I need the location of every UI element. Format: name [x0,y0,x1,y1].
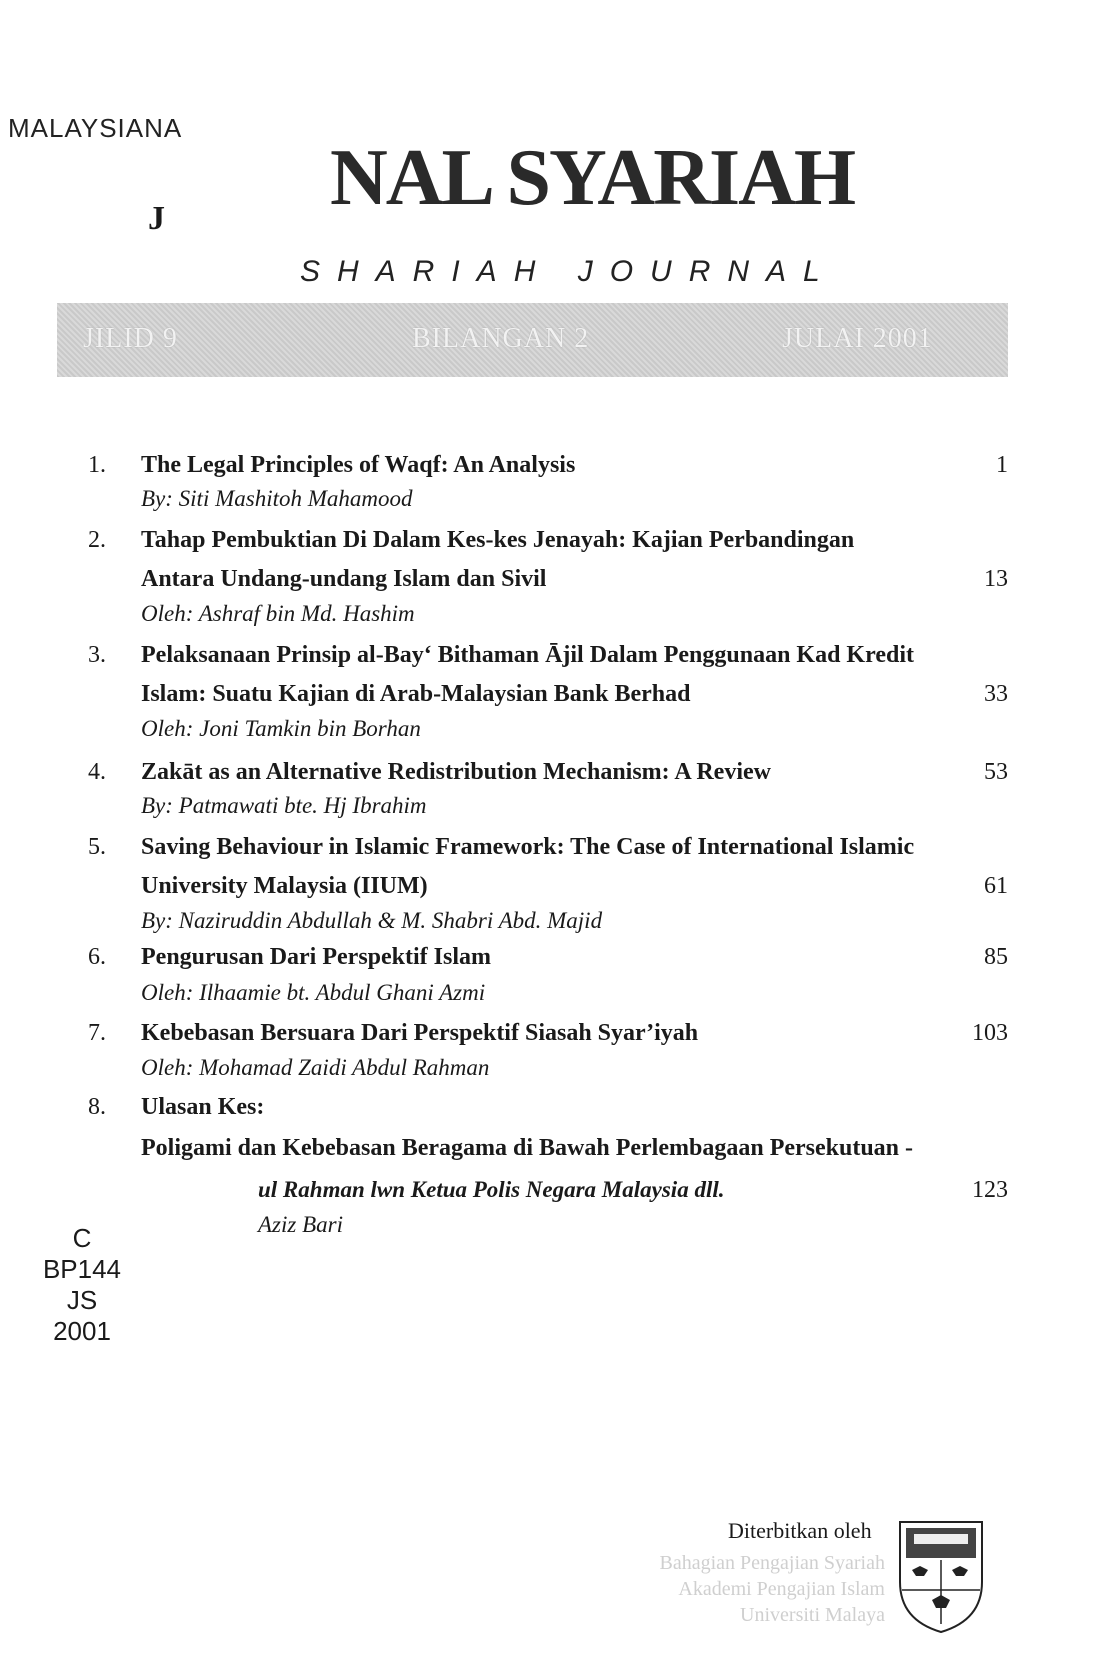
call-number-line: 2001 [53,1316,111,1346]
item-number: 7. [88,1020,106,1046]
article-title[interactable]: Pengurusan Dari Perspektif Islam [141,944,491,970]
page-number: 61 [984,873,1008,899]
article-author: Oleh: Mohamad Zaidi Abdul Rahman [141,1055,490,1080]
item-number: 2. [88,527,106,553]
page-number: 85 [984,944,1008,970]
case-title[interactable]: Poligami dan Kebebasan Beragama di Bawah Perlembagaan Persekutuan - [141,1135,914,1161]
article-title-line2[interactable]: University Malaysia (IIUM) [141,873,428,899]
article-title[interactable]: Saving Behaviour in Islamic Framework: The Case of International Islamic [141,834,915,860]
case-title-line2[interactable]: ul Rahman lwn Ketua Polis Negara Malaysia dll. [258,1177,725,1202]
publisher-line: Akademi Pengajian Islam [678,1578,885,1600]
collection-label: MALAYSIANA [8,113,183,143]
call-number-line: JS [66,1285,98,1315]
article-title-line2[interactable]: Antara Undang-undang Islam dan Sivil [141,566,547,592]
page-number: 13 [984,566,1008,592]
call-number-line: BP144 [42,1254,122,1284]
item-number: 4. [88,759,106,785]
page-number: 1 [996,452,1008,478]
article-author: By: Patmawati bte. Hj Ibrahim [141,793,427,818]
item-number: 3. [88,642,106,668]
journal-title: NAL SYARIAH [330,134,855,222]
issue-label: BILANGAN 2 [412,323,590,354]
call-number-line: C [72,1223,92,1253]
page-number: 103 [972,1020,1008,1046]
article-title[interactable]: Pelaksanaan Prinsip al-Bay‘ Bithaman Ājil Dalam Penggunaan Kad Kredit [141,642,914,668]
title-fragment: J [148,200,165,237]
publisher-line: Universiti Malaya [740,1604,885,1626]
journal-subtitle: SHARIAH JOURNAL [300,255,837,288]
article-author: By: Naziruddin Abdullah & M. Shabri Abd. Majid [141,908,603,933]
article-title[interactable]: Zakāt as an Alternative Redistribution Mechanism: A Review [141,759,771,785]
section-heading: Ulasan Kes: [141,1094,265,1120]
publisher-label: Diterbitkan oleh [728,1518,872,1543]
page-number: 53 [984,759,1008,785]
item-number: 8. [88,1094,106,1120]
article-title[interactable]: Tahap Pembuktian Di Dalam Kes-kes Jenayah: Kajian Perbandingan [141,527,855,553]
article-author: Oleh: Ilhaamie bt. Abdul Ghani Azmi [141,980,486,1005]
issue-band [57,303,1008,377]
volume-label: JILID 9 [83,323,178,354]
publisher-name [620,1550,885,1628]
issue-date: JULAI 2001 [782,323,933,354]
article-author: By: Siti Mashitoh Mahamood [141,486,413,511]
page-number: 123 [972,1177,1008,1203]
case-author: Aziz Bari [258,1212,343,1237]
article-title-line2[interactable]: Islam: Suatu Kajian di Arab-Malaysian Bank Berhad [141,681,691,707]
item-number: 5. [88,834,106,860]
page-number: 33 [984,681,1008,707]
article-title[interactable]: The Legal Principles of Waqf: An Analysis [141,452,576,478]
item-number: 1. [88,452,106,478]
university-crest-icon [898,1520,984,1634]
publisher-line: Bahagian Pengajian Syariah [659,1552,885,1574]
article-title[interactable]: Kebebasan Bersuara Dari Perspektif Siasah Syar’iyah [141,1020,699,1046]
article-author: Oleh: Joni Tamkin bin Borhan [141,716,421,741]
item-number: 6. [88,944,106,970]
article-author: Oleh: Ashraf bin Md. Hashim [141,601,415,626]
call-number-label [38,1223,126,1347]
